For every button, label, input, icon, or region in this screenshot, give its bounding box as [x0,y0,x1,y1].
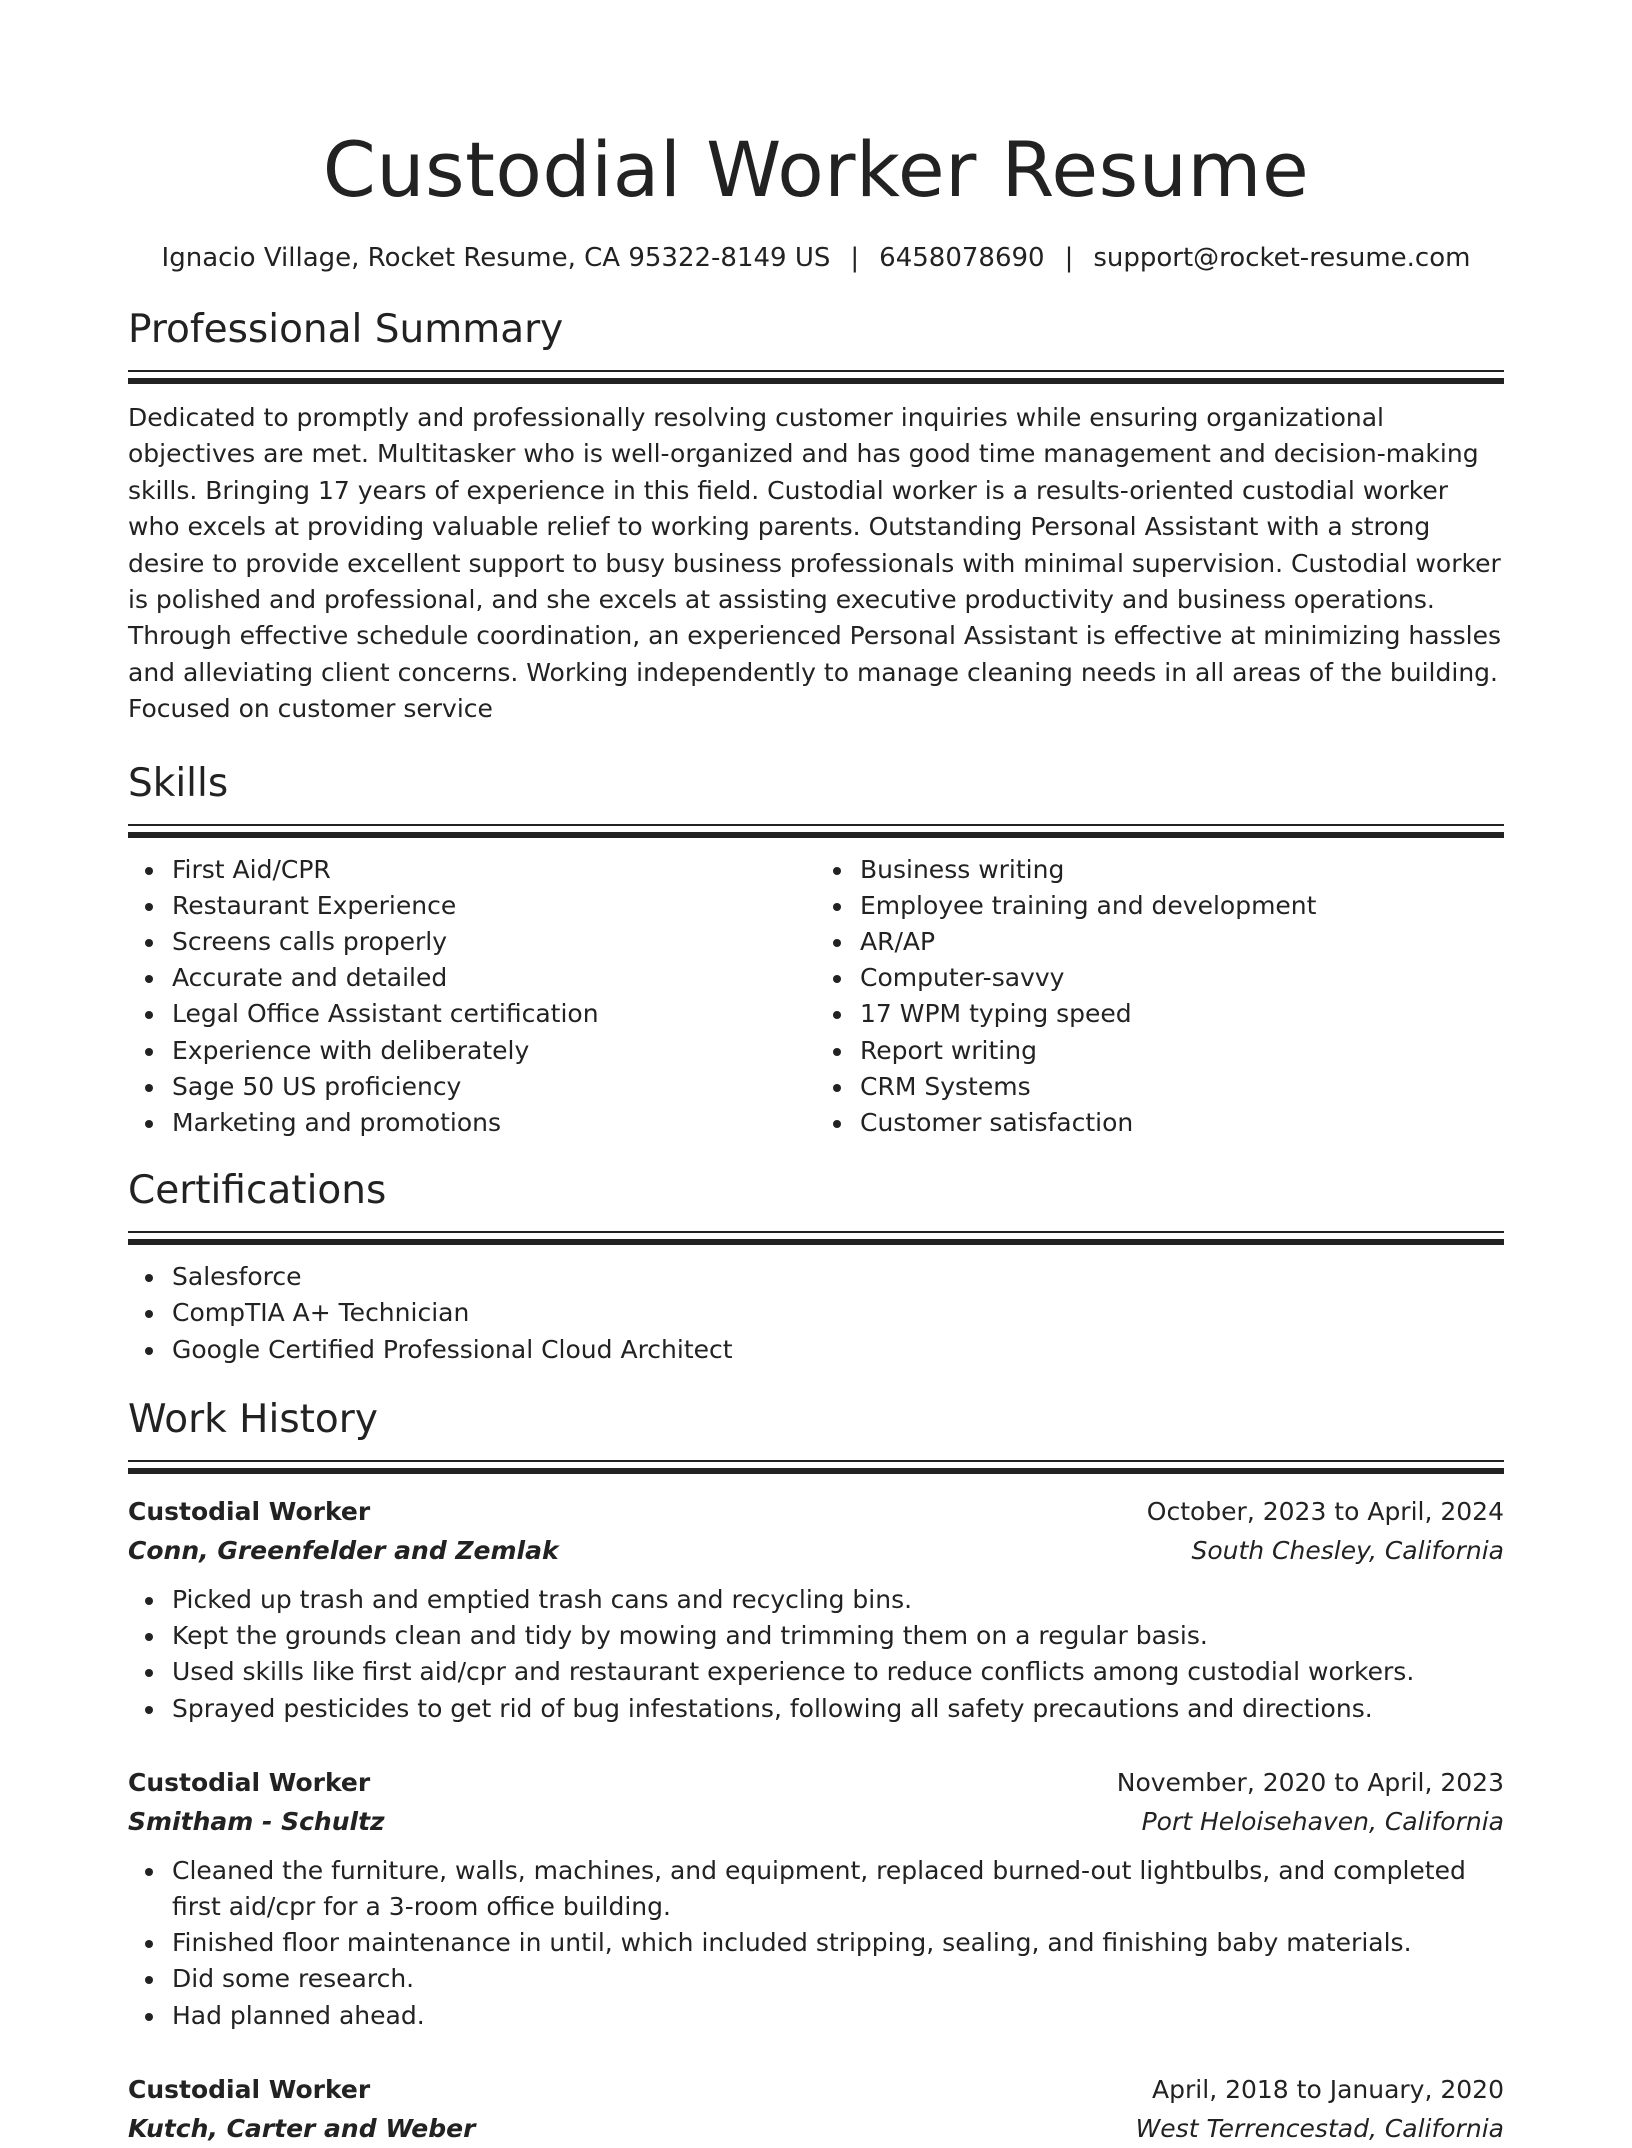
skills-left-column [128,838,816,1142]
job-entry [128,1763,1504,2034]
skill-item: Employee training and development [860,888,1504,924]
certifications-list [128,1259,1504,1368]
job-subheader-row [128,1531,1504,1570]
job-dates: October, 2023 to April, 2024 [1146,1496,1504,1526]
contact-line [128,240,1504,276]
job-dates: April, 2018 to January, 2020 [1152,2074,1504,2104]
skill-item: Computer-savvy [860,960,1504,996]
contact-address: Ignacio Village, Rocket Resume, CA 95322-8149 US [161,243,831,273]
skill-item: AR/AP [860,924,1504,960]
section-title-certifications: Certifications [128,1168,387,1214]
section-title-skills: Skills [128,760,229,806]
contact-email: support@rocket-resume.com [1093,243,1471,273]
resume-title: Custodial Worker Resume [322,125,1310,214]
job-location: West Terrencestad, California [1135,2113,1504,2143]
job-subheader-row [128,1802,1504,1841]
section-divider [128,1231,1504,1245]
skills-list-left [128,852,816,1142]
contact-separator: | [1064,243,1074,273]
job-dates: November, 2020 to April, 2023 [1116,1767,1504,1797]
job-title: Custodial Worker [128,1767,371,1797]
skill-item: Report writing [860,1033,1504,1069]
job-header-row [128,1763,1504,1802]
job-company: Smitham - Schultz [128,1806,385,1836]
skill-item: Accurate and detailed [172,960,816,996]
section-divider [128,824,1504,838]
contact-phone: 6458078690 [879,243,1045,273]
job-location: South Chesley, California [1191,1535,1504,1565]
job-title: Custodial Worker [128,2074,371,2104]
job-title: Custodial Worker [128,1496,371,1526]
skill-item: 17 WPM typing speed [860,996,1504,1032]
skill-item: CRM Systems [860,1069,1504,1105]
section-divider [128,370,1504,384]
job-header-row [128,2070,1504,2109]
job-bullet: Picked up trash and emptied trash cans and recycling bins. [172,1582,1504,1618]
skills-section-header [128,758,1504,838]
certification-item: CompTIA A+ Technician [172,1295,1504,1331]
job-entry [128,2070,1504,2148]
skills-columns [128,838,1504,1142]
job-entry [128,1492,1504,1727]
job-header-row [128,1492,1504,1531]
job-bullet: Had planned ahead. [172,1998,1504,2034]
skill-item: Business writing [860,852,1504,888]
job-bullet: Sprayed pesticides to get rid of bug infestations, following all safety precautions and directions. [172,1691,1504,1727]
contact-separator: | [850,243,860,273]
skill-item: First Aid/CPR [172,852,816,888]
summary-text: Dedicated to promptly and professionally resolving customer inquiries while ensuring organizational objectives are met. Multitasker who is well-organized and has good time management and decision-making skills. Bringing 17 years of experience in this field. Custodial worker is a results-oriented custodial worker who excels at providing valuable relief to working parents. Outstanding Personal Assistant with a strong desire to provide excellent support to busy business professionals with minimal supervision. Custodial worker is polished and professional, and she excels at assisting executive productivity and business operations. Through effective schedule coordination, an experienced Personal Assistant is effective at minimizing hassles and alleviating client concerns. Working independently to manage cleaning needs in all areas of the building. Focused on customer service [128,403,1501,724]
skills-list-right [816,852,1504,1142]
skill-item: Screens calls properly [172,924,816,960]
job-bullet: Kept the grounds clean and tidy by mowing and trimming them on a regular basis. [172,1618,1504,1654]
certification-item: Google Certified Professional Cloud Architect [172,1332,1504,1368]
summary-section-header [128,304,1504,384]
certification-item: Salesforce [172,1259,1504,1295]
skills-right-column [816,838,1504,1142]
section-title-work-history: Work History [128,1396,378,1442]
skill-item: Marketing and promotions [172,1105,816,1141]
skill-item: Experience with deliberately [172,1033,816,1069]
job-bullets [128,1853,1504,2034]
job-location: Port Heloisehaven, California [1141,1806,1504,1836]
job-company: Conn, Greenfelder and Zemlak [128,1535,559,1565]
job-bullet: Did some research. [172,1961,1504,1997]
skill-item: Customer satisfaction [860,1105,1504,1141]
work-history-section-header [128,1394,1504,1474]
skill-item: Sage 50 US proficiency [172,1069,816,1105]
job-bullet: Used skills like first aid/cpr and restaurant experience to reduce conflicts among custodial workers. [172,1654,1504,1690]
job-subheader-row [128,2109,1504,2148]
certifications-section-header [128,1165,1504,1245]
job-bullet: Finished floor maintenance in until, which included stripping, sealing, and finishing baby materials. [172,1925,1504,1961]
section-title-summary: Professional Summary [128,307,564,352]
section-divider [128,1460,1504,1474]
job-bullets [128,1582,1504,1727]
skill-item: Restaurant Experience [172,888,816,924]
job-company: Kutch, Carter and Weber [128,2113,476,2143]
skill-item: Legal Office Assistant certification [172,996,816,1032]
job-bullet: Cleaned the furniture, walls, machines, and equipment, replaced burned-out lightbulbs, and completed first aid/cpr for a 3-room office building. [172,1853,1504,1925]
